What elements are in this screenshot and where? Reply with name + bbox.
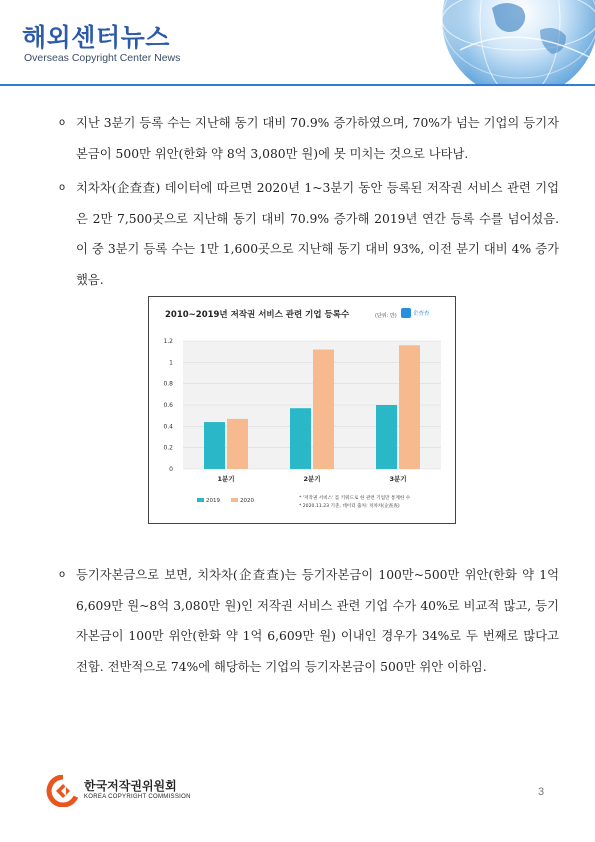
- paragraph-text: 치차차(企查查) 데이터에 따르면 2020년 1~3분기 동안 등록된 저작권 서비스 관련 기업은 2만 7,500곳으로 지난해 동기 대비 70.9% 증가해 2019년 연간 등록 수를 넘어섰음. 이 중 3분기 등록 수는 1만 1,600곳으로 지난해 동기 대비 93%, 이전 분기 대비 4% 증가했음.: [76, 181, 559, 287]
- legend-swatch: [197, 498, 204, 502]
- x-tick-label: 2분기: [303, 475, 321, 483]
- y-tick-label: 0.6: [163, 402, 173, 409]
- commission-logo-icon: [46, 775, 80, 807]
- y-tick-label: 0.8: [163, 380, 173, 388]
- bullet-paragraph: [59, 108, 559, 169]
- paragraph-text: 지난 3분기 등록 수는 지난해 동기 대비 70.9% 증가하였으며, 70%가 넘는 기업의 등기자본금이 500만 위안(한화 약 8억 3,080만 원)에 못 미치는 것으로 나타남.: [76, 116, 559, 161]
- bullet-paragraph: [59, 173, 559, 295]
- y-tick-label: 0.4: [163, 423, 173, 431]
- bullet-marker: o: [59, 182, 66, 193]
- brand-logo-icon: [401, 308, 411, 318]
- chart-canvas: [149, 297, 455, 523]
- newsletter-subtitle: Overseas Copyright Center News: [24, 52, 181, 64]
- y-tick-label: 0: [169, 466, 173, 473]
- legend-swatch: [231, 498, 238, 502]
- chart-unit-note: (단위: 만): [375, 313, 397, 319]
- chart-title: 2010~2019년 저작권 서비스 관련 기업 등록수: [165, 310, 350, 320]
- footer-org-name-en: KOREA COPYRIGHT COMMISSION: [84, 794, 191, 800]
- page-header: [0, 0, 595, 84]
- bar: [313, 350, 334, 469]
- newsletter-title: 해외센터뉴스: [22, 23, 170, 52]
- bullet-marker: o: [59, 117, 66, 128]
- legend-label: 2019: [206, 498, 220, 504]
- bullet-marker: o: [59, 569, 66, 580]
- bar: [290, 408, 311, 469]
- x-tick-label: 1분기: [217, 475, 235, 483]
- x-tick-label: 3분기: [389, 475, 407, 483]
- footer-org-name: 한국저작권위원회: [84, 779, 177, 793]
- y-tick-label: 1.2: [163, 338, 173, 345]
- chart-brand-label: 企查查: [413, 311, 430, 317]
- bullet-paragraph: [59, 560, 559, 682]
- legend-label: 2020: [240, 498, 254, 504]
- chart-note: * '저작권 서비스' 를 키워드로 한 관련 기업만 통계한 수: [299, 496, 411, 501]
- y-tick-label: 0.2: [163, 444, 173, 452]
- header-divider: [0, 84, 595, 86]
- bar-chart: [148, 296, 456, 524]
- chart-note: * 2020.11.23 기준, 데이터 출처: 치차차(企查查): [299, 504, 400, 509]
- paragraph-text: 등기자본금으로 보면, 치차차(企查查)는 등기자본금이 100만~500만 위안(한화 약 1억 6,609만 원~8억 3,080만 원)인 저작권 서비스 관련 기업 수가 40%로 비교적 많고, 등기자본금이 100만 위안(한화 약 1억 6,609만 원) 이내인 경우가 34%로 두 번째로 많다고 전함. 전반적으로 74%에 해당하는 기업의 등기자본금이 500만 위안 이하임.: [76, 568, 559, 674]
- y-tick-label: 1: [169, 359, 173, 367]
- bar: [204, 422, 225, 469]
- globe-icon: [400, 0, 595, 84]
- bar: [376, 405, 397, 469]
- page-number: 3: [538, 786, 545, 798]
- bar: [227, 419, 248, 469]
- bar: [399, 345, 420, 469]
